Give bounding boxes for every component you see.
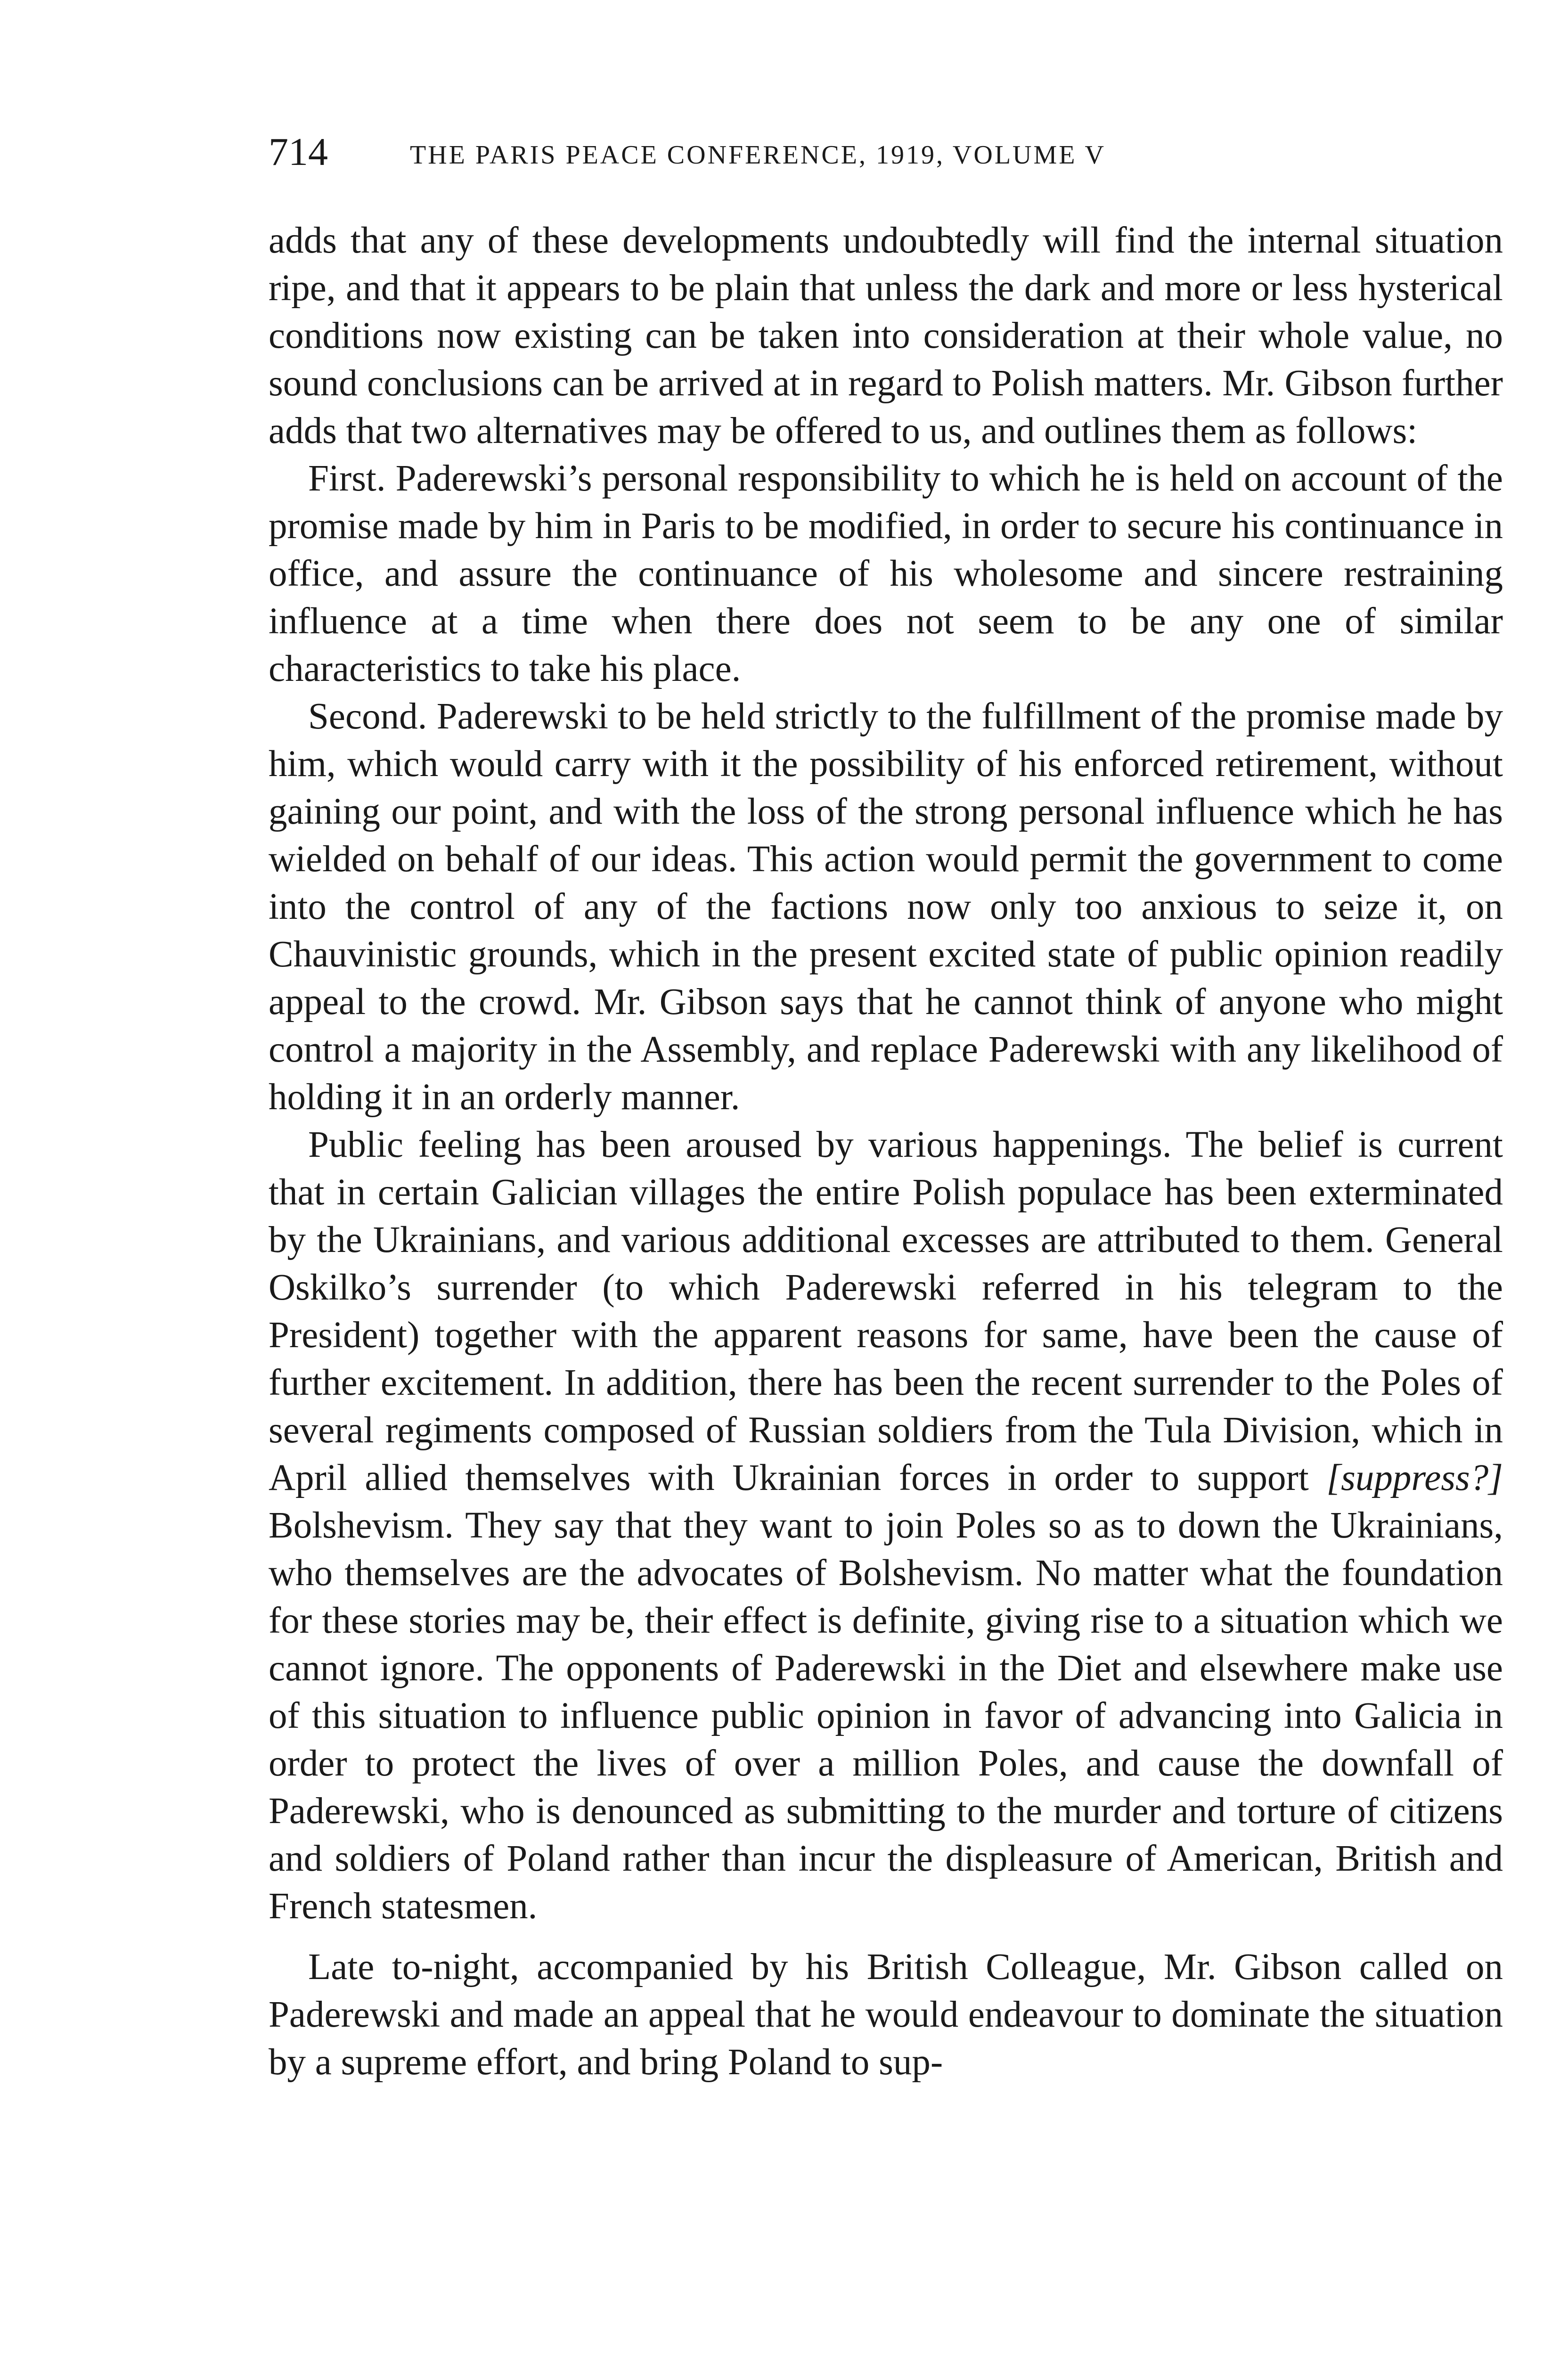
paragraph-second-alternative: Second. Paderewski to be held strictly to the fulfillment of the promise made by him, which would carry with it the possibility of his enforced retirement, without gaining our point, and with the loss of the strong personal influence which he has wielded on behalf of our ideas. This action would permit the government to come into the control of any of the factions now only too anxious to seize it, on Chauvinistic grounds, which in the present excited state of public opinion readily appeal to the crowd. Mr. Gibson says that he cannot think of anyone who might control a majority in the Assembly, and replace Paderewski with any likelihood of holding it in an orderly manner.	[269, 696, 1503, 1118]
paragraph-continued: adds that any of these developments undoubtedly will find the internal situation ripe, and that it appears to be plain that unless the dark and more or less hysterical conditions now existing can be taken into consideration at their whole value, no sound conclusions can be arrived at in regard to Polish matters. Mr. Gibson further adds that two alternatives may be offered to us, and outlines them as follows:	[269, 220, 1503, 451]
paragraph-first-alternative: First. Paderewski’s personal responsibility to which he is held on account of the promise made by him in Paris to be modified, in order to secure his continuance in office, and assure the continuance of his wholesome and sincere restraining influence at a time when there does not seem to be any one of similar characteristics to take his place.	[269, 458, 1503, 689]
running-title: THE PARIS PEACE CONFERENCE, 1919, VOLUME V	[410, 140, 1106, 170]
running-head	[269, 126, 1509, 178]
paragraph-public-feeling-part-2: Bolshevism. They say that they want to join Poles so as to down the Ukrainians, who themselves are the advocates of Bolshevism. No matter what the foundation for these stories may be, their effect is definite, giving rise to a situation which we cannot ignore. The opponents of Paderewski in the Diet and elsewhere make use of this situation to influence public opinion in favor of advancing into Galicia in order to protect the lives of over a million Poles, and cause the downfall of Paderewski, who is denounced as submitting to the murder and torture of citizens and soldiers of Poland rather than incur the displeasure of American, British and French statesmen.	[269, 1505, 1503, 1927]
page-number: 714	[269, 130, 328, 174]
paragraph-public-feeling	[269, 1121, 1503, 1930]
paragraph-public-feeling-part-1: Public feeling has been aroused by various happenings. The belief is current that in certain Galician villages the entire Polish populace has been exterminated by the Ukrainians, and various additional excesses are attributed to them. General Oskilko’s surrender (to which Paderewski referred in his telegram to the President) together with the apparent reasons for same, have been the cause of further excitement. In addition, there has been the recent surrender to the Poles of several regiments composed of Russian soldiers from the Tula Division, which in April allied themselves with Ukrainian forces in order to support	[269, 1124, 1503, 1498]
paragraph-late-tonight: Late to-night, accompanied by his British Colleague, Mr. Gibson called on Paderewski and made an appeal that he would endeavour to dominate the situation by a supreme effort, and bring Poland to sup-	[269, 1947, 1503, 2083]
body-text	[269, 217, 1503, 2086]
editorial-insertion: [suppress?]	[1326, 1457, 1503, 1498]
